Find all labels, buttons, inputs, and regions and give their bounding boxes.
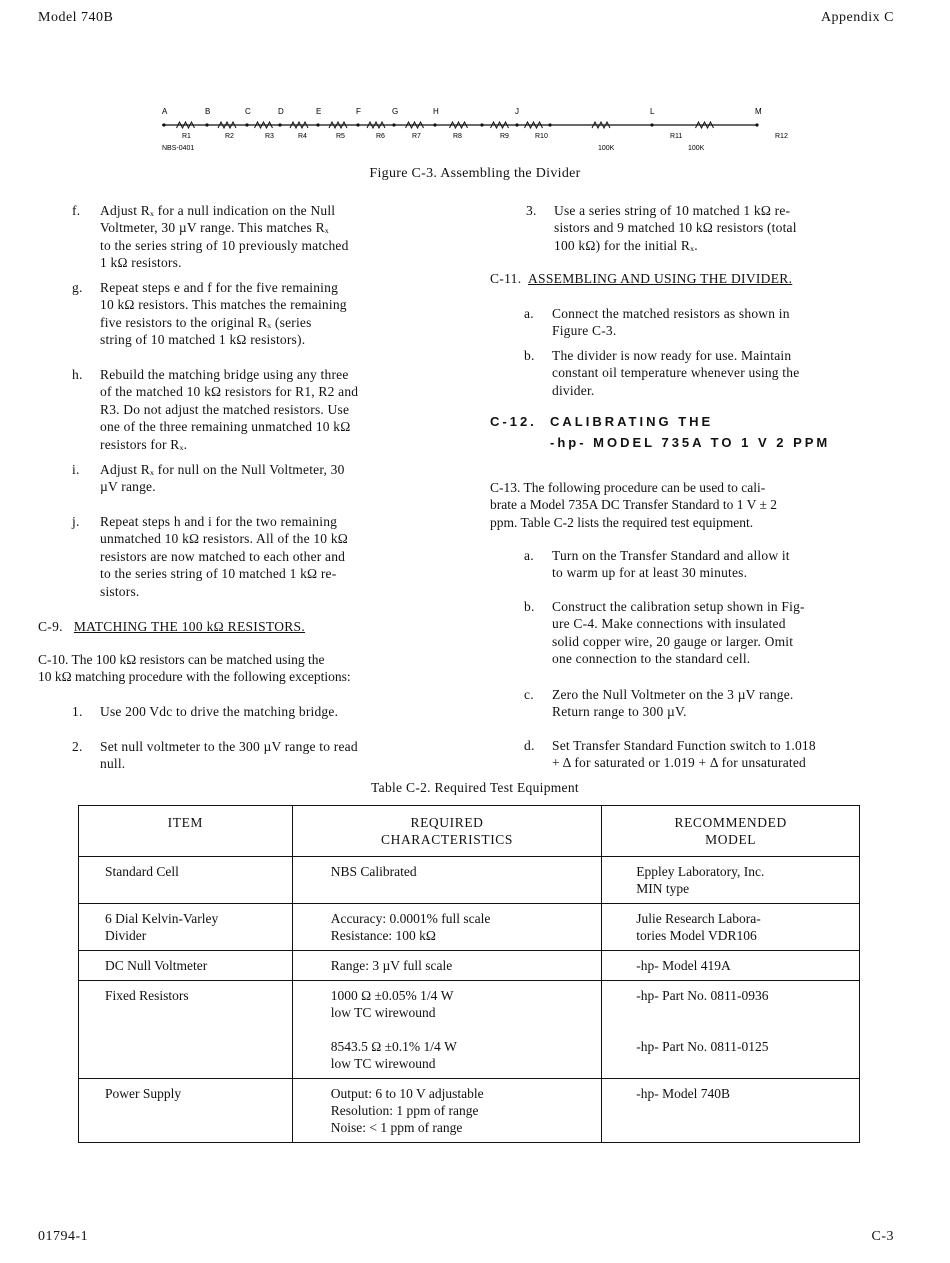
figure-resistor-label: R7 — [412, 133, 421, 140]
step-text-line: solid copper wire, 20 gauge or larger. Omit — [552, 633, 794, 649]
section-c12-title-line1: CALIBRATING THE — [550, 414, 714, 429]
figure-resistor-label: R10 — [535, 133, 548, 140]
step-text-line: to the series string of 10 previously matched — [100, 237, 349, 253]
section-c11-number: C-11. — [490, 271, 522, 286]
section-c11-heading — [490, 271, 792, 287]
section-c9-heading — [38, 619, 305, 635]
step-text-line: resistors are now matched to each other and — [100, 548, 346, 564]
section-c9-title: MATCHING THE 100 kΩ RESISTORS. — [73, 619, 306, 634]
paragraph-c13 — [490, 479, 777, 531]
step-text-line: Use 200 Vdc to drive the matching bridge. — [100, 704, 339, 719]
item-cell: Fixed Resistors — [79, 981, 293, 1079]
model-cell: -hp- Model 419A — [602, 951, 860, 981]
figure-node-label: G — [392, 107, 399, 116]
step-text-line: divider. — [552, 382, 595, 398]
page-footer-right: C-3 — [871, 1229, 894, 1244]
item-cell: Standard Cell — [79, 857, 293, 904]
step-label: a. — [524, 548, 534, 563]
step-text-line: sistors. — [100, 583, 140, 599]
step-text-line: string of 10 matched 1 kΩ resistors). — [100, 332, 306, 348]
section-c11-title: ASSEMBLING AND USING THE DIVIDER. — [527, 271, 793, 286]
table-header-row — [79, 806, 860, 857]
characteristics-cell: Output: 6 to 10 V adjustable Resolution: 1 ppm of range Noise: < 1 ppm of range — [292, 1079, 602, 1143]
characteristics-cell: Accuracy: 0.0001% full scale Resistance: 100 kΩ — [292, 904, 602, 951]
step-label: b. — [524, 599, 535, 614]
step-text-line: Turn on the Transfer Standard and allow it — [552, 548, 790, 563]
figure-node-label: E — [316, 107, 322, 116]
figure-node-label: C — [245, 107, 251, 116]
step-label: g. — [72, 280, 83, 295]
step-text-line: 10 kΩ resistors. This matches the remaining — [100, 297, 347, 313]
step-text-line: Figure C-3. — [552, 323, 617, 339]
step-text-line: 1 kΩ resistors. — [100, 255, 182, 271]
figure-caption: Figure C-3. Assembling the Divider — [369, 166, 581, 181]
figure-resistor-label: R11 — [670, 133, 683, 140]
paragraph-c10-line: C-10. The 100 kΩ resistors can be matched using the — [38, 652, 325, 667]
table-caption: Table C-2. Required Test Equipment — [371, 780, 579, 795]
figure-node-label: A — [162, 107, 168, 116]
step-text-line: Return range to 300 µV. — [552, 704, 687, 720]
step-text-line: Construct the calibration setup shown in Fig- — [552, 599, 805, 614]
step-text-line: one of the three remaining unmatched 10 kΩ — [100, 419, 351, 435]
step-text-line: resistors for Rₓ. — [100, 436, 188, 452]
characteristics-cell: 1000 Ω ±0.05% 1/4 W low TC wirewound 8543.5 Ω ±0.1% 1/4 W low TC wirewound — [292, 981, 602, 1079]
figure-right-note: 100K — [688, 145, 705, 152]
figure-left-note: NBS-0401 — [162, 145, 195, 152]
step-label: b. — [524, 348, 535, 363]
step-text-line: to warm up for at least 30 minutes. — [552, 565, 748, 581]
characteristics-cell: NBS Calibrated — [292, 857, 602, 904]
characteristics-cell: Range: 3 µV full scale — [292, 951, 602, 981]
figure-node-label: H — [433, 107, 439, 116]
figure-node-label: D — [278, 107, 284, 116]
step-text-line: Use a series string of 10 matched 1 kΩ re- — [554, 203, 791, 218]
table-row — [79, 951, 860, 981]
step-text-line: five resistors to the original Rₓ (series — [100, 314, 312, 330]
step-text-line: constant oil temperature whenever using the — [552, 365, 800, 381]
page-footer-left: 01794-1 — [38, 1229, 89, 1244]
figure-resistor-label: R2 — [225, 133, 234, 140]
model-cell: -hp- Part No. 0811-0936 -hp- Part No. 0811-0125 — [602, 981, 860, 1079]
step-text-line: to the series string of 10 matched 1 kΩ re- — [100, 566, 337, 582]
item-cell: DC Null Voltmeter — [79, 951, 293, 981]
header-required-characteristics: REQUIRED CHARACTERISTICS — [292, 806, 602, 857]
header-recommended-model: RECOMMENDED MODEL — [602, 806, 860, 857]
figure-mid-note: 100K — [598, 145, 615, 152]
figure-resistor-label: R1 — [182, 133, 191, 140]
item-cell: Power Supply — [79, 1079, 293, 1143]
step-text-line: R3. Do not adjust the matched resistors. Use — [100, 401, 350, 417]
step-label: 1. — [72, 704, 83, 719]
section-c12-number: C-12. — [490, 414, 537, 429]
step-text-line: Rebuild the matching bridge using any three — [100, 367, 349, 382]
paragraph-c13-line: ppm. Table C-2 lists the required test equipment. — [490, 514, 754, 530]
step-label: c. — [524, 687, 534, 702]
step-text-line: Connect the matched resistors as shown in — [552, 306, 790, 321]
step-text-line: ure C-4. Make connections with insulated — [552, 616, 786, 632]
figure-node-label: F — [356, 107, 361, 116]
figure-node-label: B — [205, 107, 211, 116]
step-text-line: null. — [100, 756, 126, 772]
figure-resistor-label: R12 — [775, 133, 788, 140]
step-label: f. — [72, 203, 81, 218]
step-text-line: Set null voltmeter to the 300 µV range to read — [100, 739, 358, 754]
step-text-line: The divider is now ready for use. Maintain — [552, 348, 792, 363]
figure-node-label: J — [515, 107, 519, 116]
step-label: d. — [524, 738, 535, 753]
table-row — [79, 981, 860, 1079]
step-text-line: one connection to the standard cell. — [552, 651, 751, 667]
table-row — [79, 904, 860, 951]
figure-resistor-label: R5 — [336, 133, 345, 140]
step-text-line: 100 kΩ) for the initial Rₓ. — [554, 237, 698, 253]
step-text-line: Repeat steps e and f for the five remaining — [100, 280, 339, 295]
step-text-line: Set Transfer Standard Function switch to 1.018 — [552, 738, 816, 753]
step-text-line: µV range. — [100, 479, 156, 495]
step-label: a. — [524, 306, 534, 321]
step-text-line: Zero the Null Voltmeter on the 3 µV range. — [552, 687, 794, 702]
required-test-equipment-table — [78, 805, 860, 1143]
section-c9-number: C-9. — [38, 619, 63, 634]
step-label: j. — [72, 514, 80, 529]
step-text-line: Voltmeter, 30 µV range. This matches Rₓ — [100, 220, 329, 236]
paragraph-c10 — [38, 651, 351, 686]
step-text-line: sistors and 9 matched 10 kΩ resistors (total — [554, 220, 797, 236]
figure-resistor-label: R4 — [298, 133, 307, 140]
section-c12-title-line2: -hp- MODEL 735A TO 1 V 2 PPM — [550, 435, 831, 450]
model-cell: Julie Research Labora- tories Model VDR106 — [602, 904, 860, 951]
item-cell: 6 Dial Kelvin-Varley Divider — [79, 904, 293, 951]
step-text-line: unmatched 10 kΩ resistors. All of the 10 kΩ — [100, 531, 349, 547]
table-row — [79, 857, 860, 904]
figure-resistor-label: R6 — [376, 133, 385, 140]
paragraph-c13-line: C-13. The following procedure can be used to cali- — [490, 480, 766, 495]
step-text-line: of the matched 10 kΩ resistors for R1, R2 and — [100, 384, 359, 400]
figure-resistor-label: R9 — [500, 133, 509, 140]
step-label: 2. — [72, 739, 83, 754]
step-text-line: Adjust Rₓ for a null indication on the Null — [100, 203, 336, 218]
paragraph-c10-line: 10 kΩ matching procedure with the following exceptions: — [38, 669, 351, 685]
divider-assembly-figure — [150, 100, 788, 155]
page-header-right: Appendix C — [820, 10, 894, 25]
step-text-line: + Δ for saturated or 1.019 + Δ for unsaturated — [552, 755, 806, 771]
step-label: i. — [72, 462, 80, 477]
paragraph-c13-line: brate a Model 735A DC Transfer Standard to 1 V ± 2 — [490, 497, 778, 513]
step-label: 3. — [526, 203, 537, 218]
figure-resistor-label: R8 — [453, 133, 462, 140]
figure-node-label: M — [755, 107, 762, 116]
step-label: h. — [72, 367, 83, 382]
step-text-line: Repeat steps h and i for the two remaining — [100, 514, 338, 529]
figure-node-label: L — [650, 107, 655, 116]
page-header-left: Model 740B — [38, 10, 114, 25]
header-item: ITEM — [79, 806, 293, 857]
figure-resistor-label: R3 — [265, 133, 274, 140]
model-cell: Eppley Laboratory, Inc. MIN type — [602, 857, 860, 904]
step-text-line: Adjust Rₓ for null on the Null Voltmeter, 30 — [100, 462, 345, 477]
table-row — [79, 1079, 860, 1143]
model-cell: -hp- Model 740B — [602, 1079, 860, 1143]
